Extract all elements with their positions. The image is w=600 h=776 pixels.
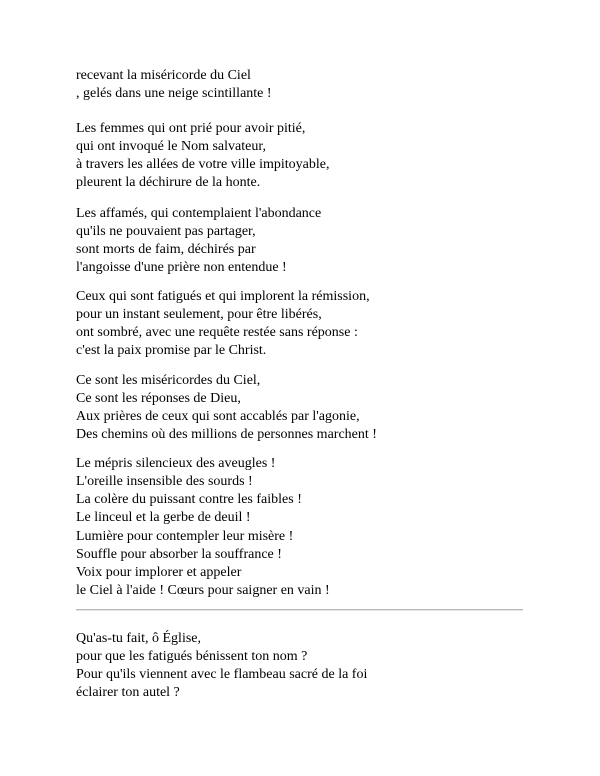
stanza-4	[76, 288, 370, 360]
poem-line: , gelés dans une neige scintillante !	[76, 86, 272, 101]
poem-line: Ce sont les miséricordes du Ciel,	[76, 373, 261, 388]
poem-line: c'est la paix promise par le Christ.	[76, 343, 267, 358]
poem-line: recevant la miséricorde du Ciel	[76, 68, 251, 83]
poem-line: Le mépris silencieux des aveugles !	[76, 456, 276, 471]
poem-line: sont morts de faim, déchirés par	[76, 242, 256, 257]
poem-line: Souffle pour absorber la souffrance !	[76, 547, 282, 562]
poem-line: pour un instant seulement, pour être libérés,	[76, 307, 322, 322]
poem-line: Les femmes qui ont prié pour avoir pitié,	[76, 121, 306, 136]
stanza-8	[76, 630, 367, 702]
poem-line: Aux prières de ceux qui sont accablés par l'agonie,	[76, 409, 360, 424]
poem-line: ont sombré, avec une requête restée sans réponse :	[76, 325, 358, 340]
stanza-6	[76, 455, 302, 527]
poem-line: Ceux qui sont fatigués et qui implorent la rémission,	[76, 289, 370, 304]
stanza-7	[76, 528, 330, 600]
poem-line: pleurent la déchirure de la honte.	[76, 175, 261, 190]
poem-line: à travers les allées de votre ville impitoyable,	[76, 157, 330, 172]
poem-line: pour que les fatigués bénissent ton nom ?	[76, 649, 308, 664]
stanza-3	[76, 205, 321, 277]
poem-line: éclairer ton autel ?	[76, 685, 180, 700]
poem-line: Des chemins où des millions de personnes marchent !	[76, 427, 377, 442]
poem-line: Les affamés, qui contemplaient l'abondance	[76, 206, 322, 221]
stanza-5	[76, 372, 377, 444]
poem-line: qu'ils ne pouvaient pas partager,	[76, 224, 256, 239]
poem-line: l'angoisse d'une prière non entendue !	[76, 260, 287, 275]
poem-line: L'oreille insensible des sourds !	[76, 474, 253, 489]
poem-line: Qu'as-tu fait, ô Église,	[76, 631, 201, 646]
poem-line: La colère du puissant contre les faibles !	[76, 492, 302, 507]
poem-line: Ce sont les réponses de Dieu,	[76, 391, 241, 406]
stanza-2	[76, 120, 329, 192]
poem-line: Voix pour implorer et appeler	[76, 565, 242, 580]
stanza-1	[76, 67, 272, 103]
poem-line: Le linceul et la gerbe de deuil !	[76, 510, 251, 525]
poem-line: le Ciel à l'aide ! Cœurs pour saigner en vain !	[76, 583, 330, 598]
poem-line: Pour qu'ils viennent avec le flambeau sacré de la foi	[76, 667, 368, 682]
horizontal-divider	[76, 609, 523, 611]
poem-line: qui ont invoqué le Nom salvateur,	[76, 139, 266, 154]
poem-line: Lumière pour contempler leur misère !	[76, 529, 294, 544]
